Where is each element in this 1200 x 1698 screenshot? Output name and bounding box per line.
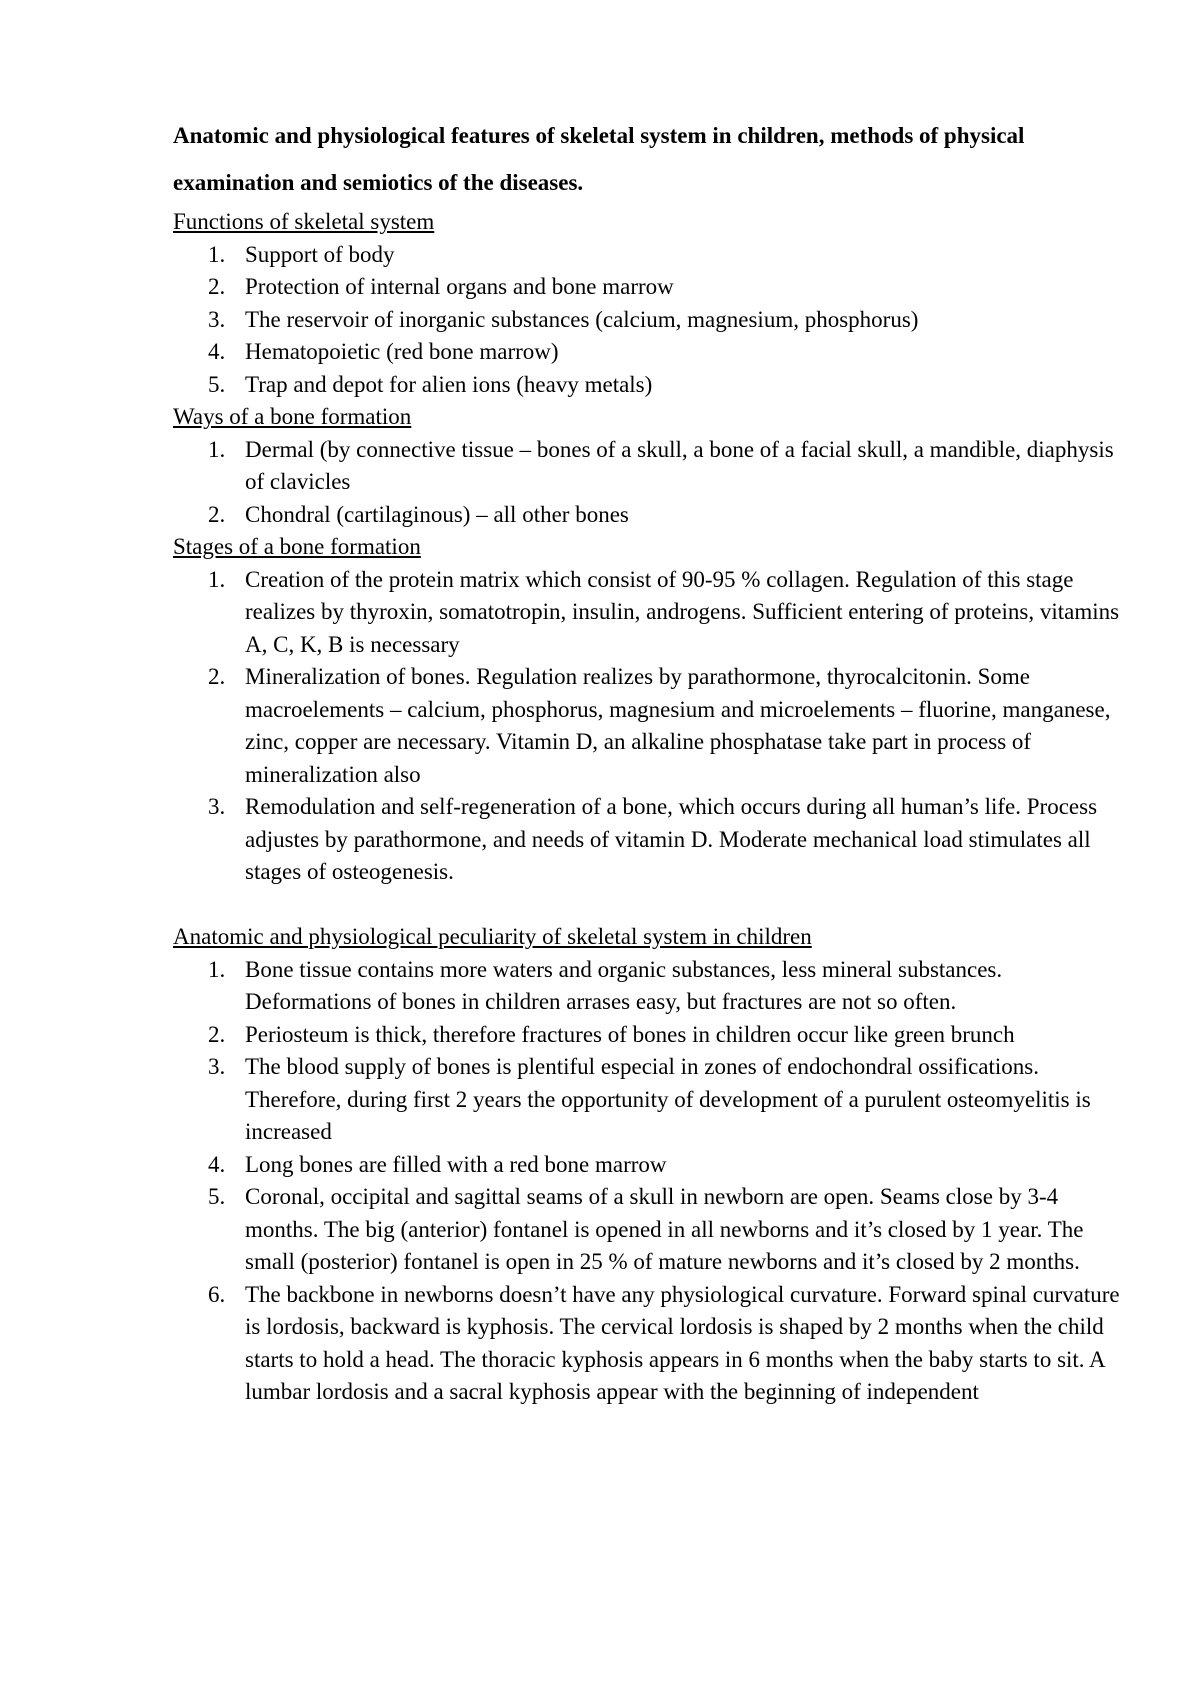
section-heading-stages: Stages of a bone formation — [173, 534, 421, 559]
list-item: 4. Long bones are filled with a red bone marrow — [208, 1151, 667, 1177]
list-item: 2. Chondral (cartilaginous) – all other bones — [208, 501, 629, 527]
section-heading-functions: Functions of skeletal system — [173, 209, 435, 234]
document-title: Anatomic and physiological features of skeletal system in children, methods of physical examination and semiotics of the diseases. — [173, 123, 1025, 195]
list-item: 5. Coronal, occipital and sagittal seams of a skull in newborn are open. Seams close by 3-4 months. The big (anterior) fontanel is opened in all newborns and it’s closed by 1 year. The small (posterior) fontanel is open in 25 % of mature newborns and it’s closed by 2 months. — [208, 1184, 1084, 1274]
list-ways — [173, 434, 1133, 532]
list-item: 3. Remodulation and self-regeneration of a bone, which occurs during all human’s life. Process adjustes by parathormone, and needs of vitamin D. Moderate mechanical load stimulates all stages of osteogenesis. — [208, 794, 1098, 884]
document-page — [173, 112, 1133, 1409]
list-item: 6. The backbone in newborns doesn’t have any physiological curvature. Forward spinal curvature is lordosis, backward is kyphosis. The cervical lordosis is shaped by 2 months when the child starts to hold a head. The thoracic kyphosis appears in 6 months when the baby starts to sit. A lumbar lordosis and a sacral kyphosis appear with the beginning of independent — [208, 1281, 1120, 1404]
list-item: 3. The reservoir of inorganic substances (calcium, magnesium, phosphorus) — [208, 306, 919, 332]
list-item: 4. Hematopoietic (red bone marrow) — [208, 339, 559, 364]
list-item: 2. Protection of internal organs and bone marrow — [208, 274, 674, 299]
section-heading-peculiarity: Anatomic and physiological peculiarity of skeletal system in children — [173, 924, 812, 949]
list-item: 5. Trap and depot for alien ions (heavy metals) — [208, 371, 653, 397]
list-item: 2. Mineralization of bones. Regulation realizes by parathormone, thyrocalcitonin. Some macroelements – calcium, phosphorus, magnesium and microelements – fluorine, manganese, zinc, copper are necessary. Vitamin D, an alkaline phosphatase take part in process of mineralization also — [208, 664, 1111, 787]
list-item: 2. Periosteum is thick, therefore fractures of bones in children occur like green brunch — [208, 1021, 1015, 1047]
list-item: 1. Support of body — [208, 241, 395, 267]
list-functions — [173, 239, 1133, 402]
list-stages — [173, 564, 1133, 889]
list-item: 3. The blood supply of bones is plentiful especial in zones of endochondral ossifications. Therefore, during first 2 years the opportunity of development of a purulent osteomyelitis is increased — [208, 1054, 1091, 1144]
list-item: 1. Bone tissue contains more waters and organic substances, less mineral substances. Deformations of bones in children arrases easy, but fractures are not so often. — [208, 956, 1003, 1014]
list-peculiarity — [173, 954, 1133, 1409]
list-item: 1. Creation of the protein matrix which consist of 90-95 % collagen. Regulation of this stage realizes by thyroxin, somatotropin, insulin, androgens. Sufficient entering of proteins, vitamins A, C, K, B is necessary — [208, 566, 1120, 657]
list-item: 1. Dermal (by connective tissue – bones of a skull, a bone of a facial skull, a mandible, diaphysis of clavicles — [208, 436, 1114, 494]
section-heading-ways: Ways of a bone formation — [173, 404, 412, 429]
